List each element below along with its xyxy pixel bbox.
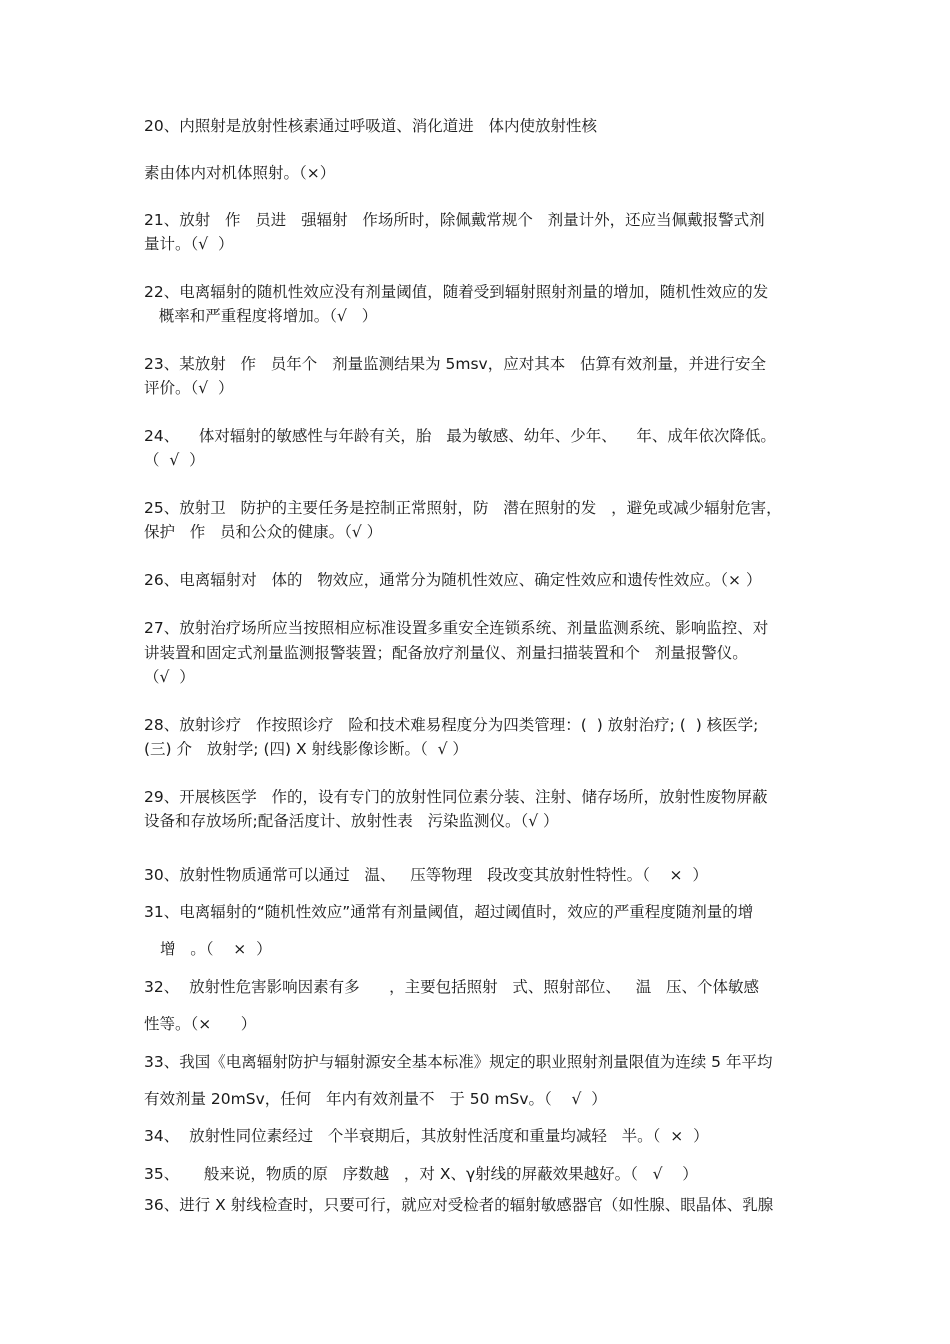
item-27-line-3: （√ ） bbox=[144, 668, 195, 686]
item-29-line-2: 设备和存放场所;配备活度计、放射性表 污染监测仪。（√ ） bbox=[144, 812, 559, 830]
item-28-line-2: (三) 介 放射学; (四) X 射线影像诊断。（ √ ） bbox=[144, 740, 468, 758]
item-21-line-1: 21、放射 作 员进 强辐射 作场所时，除佩戴常规个 剂量计外，还应当佩戴报警式剂 bbox=[144, 211, 765, 229]
item-33-line-1: 33、我国《电离辐射防护与辐射源安全基本标准》规定的职业照射剂量限值为连续 5 年平均 bbox=[144, 1053, 773, 1071]
item-22-line-1: 22、电离辐射的随机性效应没有剂量阈值，随着受到辐射照射剂量的增加，随机性效应的发 bbox=[144, 283, 769, 301]
item-36-line-1: 36、进行 X 射线检查时，只要可行，就应对受检者的辐射敏感器官（如性腺、眼晶体、乳腺 bbox=[144, 1196, 774, 1214]
item-32-line-1: 32、 放射性危害影响因素有多 ，主要包括照射 式、照射部位、 温 压、个体敏感 bbox=[144, 978, 759, 996]
item-26-line-1: 26、电离辐射对 体的 物效应，通常分为随机性效应、确定性效应和遗传性效应。（× ） bbox=[144, 571, 762, 589]
item-24-line-2: （ √ ） bbox=[144, 451, 205, 469]
item-22-line-2: 概率和严重程度将增加。（√ ） bbox=[144, 307, 378, 325]
item-21-line-2: 量计。（√ ） bbox=[144, 235, 234, 253]
item-23-line-1: 23、某放射 作 员年个 剂量监测结果为 5msv，应对其本 估算有效剂量，并进行安全 bbox=[144, 355, 766, 373]
item-31-line-1: 31、电离辐射的“随机性效应”通常有剂量阈值，超过阈值时，效应的严重程度随剂量的增 bbox=[144, 903, 754, 921]
item-29-line-1: 29、开展核医学 作的，设有专门的放射性同位素分装、注射、储存场所，放射性废物屏蔽 bbox=[144, 788, 768, 806]
item-30-line-1: 30、放射性物质通常可以通过 温、 压等物理 段改变其放射性特性。（ × ） bbox=[144, 866, 708, 884]
item-35-line-1: 35、 般来说，物质的原 序数越 ，对 X、γ射线的屏蔽效果越好。（ √ ） bbox=[144, 1165, 698, 1183]
item-24-line-1: 24、 体对辐射的敏感性与年龄有关，胎 最为敏感、幼年、少年、 年、成年依次降低。 bbox=[144, 427, 776, 445]
item-25-line-1: 25、放射卫 防护的主要任务是控制正常照射，防 潜在照射的发 ，避免或减少辐射危害， bbox=[144, 499, 782, 517]
item-33-line-2: 有效剂量 20mSv，任何 年内有效剂量不 于 50 mSv。（ √ ） bbox=[144, 1090, 607, 1108]
item-20-line-2: 素由体内对机体照射。（×） bbox=[144, 164, 336, 182]
item-25-line-2: 保护 作 员和公众的健康。（√ ） bbox=[144, 523, 383, 541]
item-23-line-2: 评价。（√ ） bbox=[144, 379, 234, 397]
item-27-line-1: 27、放射治疗场所应当按照相应标准设置多重安全连锁系统、剂量监测系统、影响监控、对 bbox=[144, 619, 769, 637]
item-32-line-2: 性等。（× ） bbox=[144, 1015, 257, 1033]
item-34-line-1: 34、 放射性同位素经过 个半衰期后，其放射性活度和重量均减轻 半。（ × ） bbox=[144, 1127, 709, 1145]
item-28-line-1: 28、放射诊疗 作按照诊疗 险和技术难易程度分为四类管理：( ) 放射治疗; ( ) 核医学; bbox=[144, 716, 759, 734]
item-27-line-2: 讲装置和固定式剂量监测报警装置；配备放疗剂量仪、剂量扫描装置和个 剂量报警仪。 bbox=[144, 644, 748, 662]
item-31-line-2: 增 。（ × ） bbox=[160, 940, 272, 958]
item-20-line-1: 20、内照射是放射性核素通过呼吸道、消化道进 体内使放射性核 bbox=[144, 117, 598, 135]
